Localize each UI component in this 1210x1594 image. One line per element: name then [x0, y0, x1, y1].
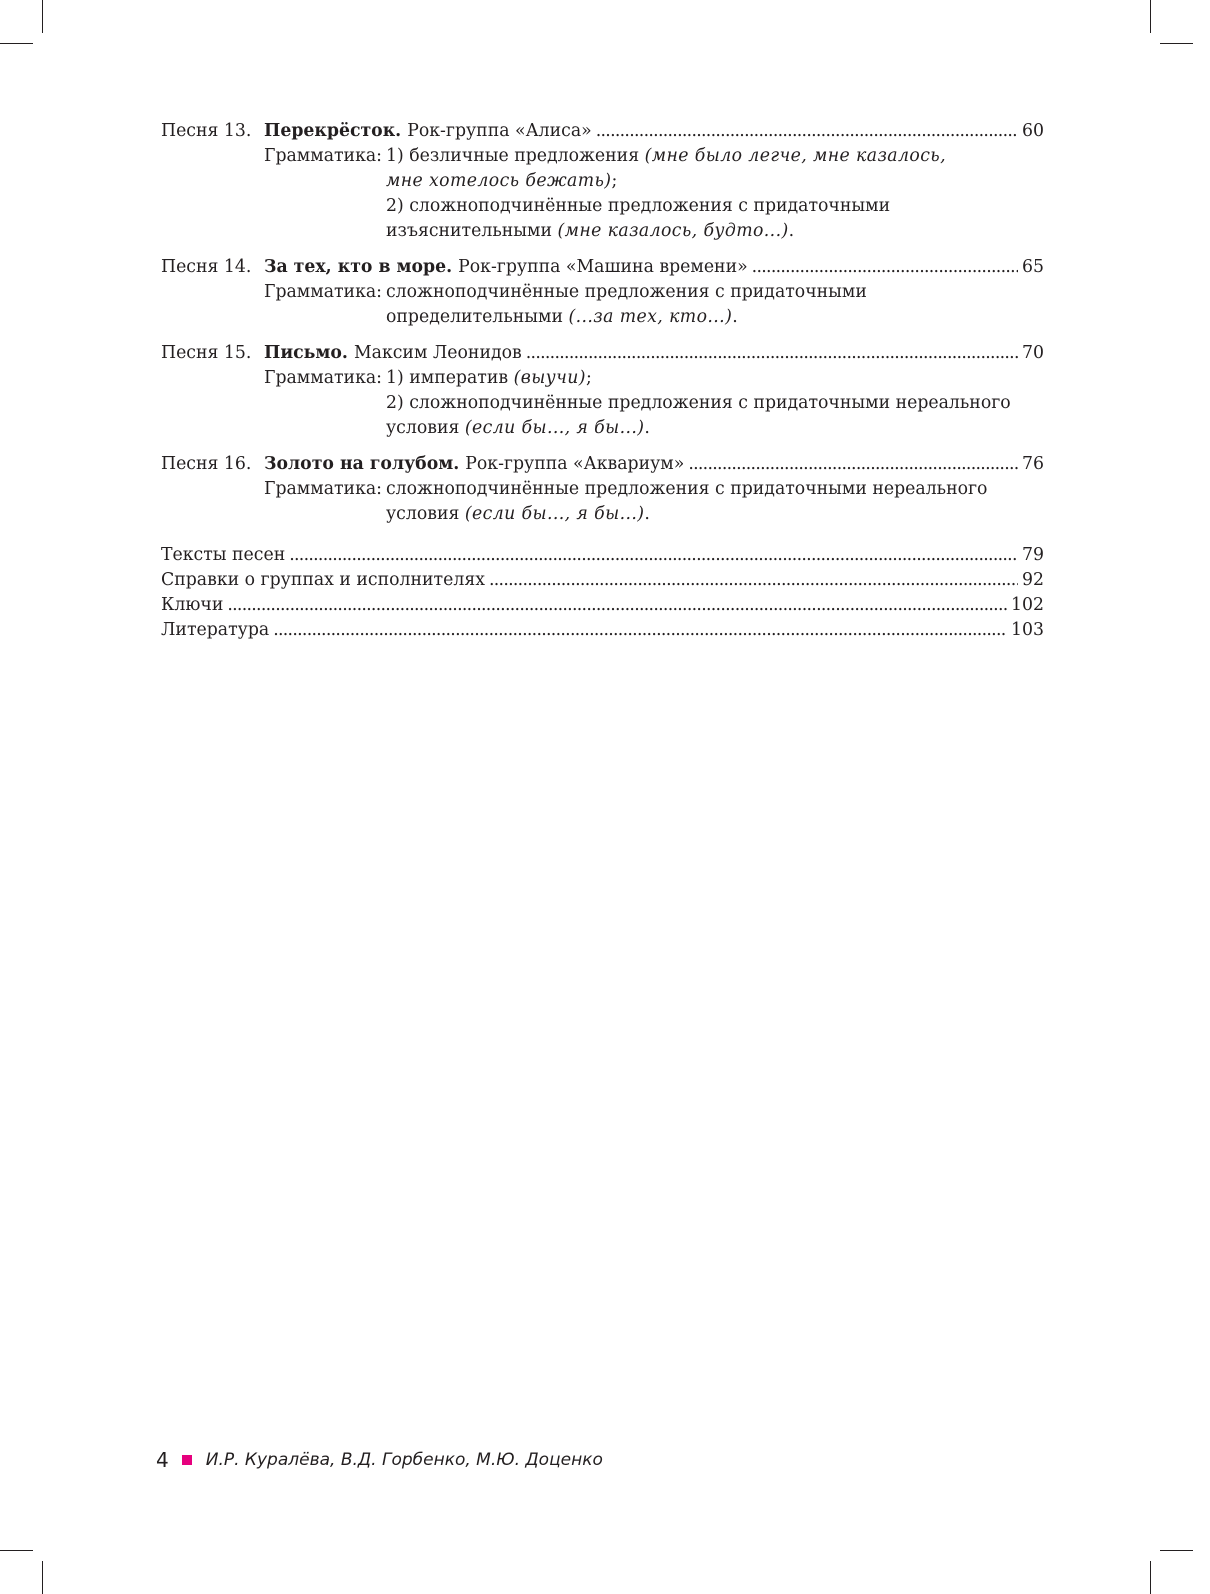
grammar-label: Грамматика: [264, 368, 382, 388]
grammar-punct: . [732, 307, 738, 327]
crop-mark [1150, 0, 1151, 33]
grammar-punct: . [644, 418, 650, 438]
toc-song-lead [161, 255, 748, 280]
footer-authors: И.Р. Куралёва, В.Д. Горбенко, М.Ю. Доценко [205, 1450, 603, 1470]
toc-section-entry [161, 593, 1044, 618]
toc-song-heading [161, 119, 1044, 144]
song-number: Песня 14. [161, 257, 252, 277]
grammar-text: 2) сложноподчинённые предложения с придаточными [386, 196, 891, 216]
grammar-line [386, 169, 1044, 194]
grammar-text: сложноподчинённые предложения с придаточными нереального [386, 479, 988, 499]
grammar-text: сложноподчинённые предложения с придаточными [386, 282, 867, 302]
dot-leader [596, 119, 1018, 144]
dot-leader [688, 452, 1018, 477]
grammar-line [386, 391, 1044, 416]
accent-square-icon [182, 1455, 192, 1465]
toc-song-heading [161, 341, 1044, 366]
song-title: Перекрёсток. [264, 121, 402, 141]
page-ref: 65 [1022, 257, 1044, 277]
page-footer [156, 1448, 603, 1472]
crop-mark [1150, 1561, 1151, 1594]
section-title: Справки о группах и исполнителях [161, 570, 485, 590]
grammar-text: 1) безличные предложения [386, 146, 645, 166]
song-list [161, 119, 1044, 527]
grammar-lines [386, 477, 1044, 527]
song-author: Рок-группа «Аквариум» [465, 454, 685, 474]
page-ref: 103 [1011, 620, 1044, 640]
page-ref: 76 [1022, 454, 1044, 474]
toc-song-heading [161, 255, 1044, 280]
crop-mark [0, 43, 33, 44]
grammar-text: 2) сложноподчинённые предложения с придаточными нереального [386, 393, 1011, 413]
toc-song-entry [161, 119, 1044, 244]
grammar-text: изъяснительными [386, 221, 558, 241]
dot-leader [227, 593, 1007, 618]
page-ref: 70 [1022, 343, 1044, 363]
crop-mark [42, 0, 43, 33]
page-ref: 92 [1022, 570, 1044, 590]
grammar-line [386, 219, 1044, 244]
toc-song-lead [161, 341, 522, 366]
grammar-punct: . [644, 504, 650, 524]
dot-leader [489, 568, 1018, 593]
song-author: Максим Леонидов [353, 343, 522, 363]
song-author: Рок-группа «Алиса» [407, 121, 592, 141]
grammar-line [386, 194, 1044, 219]
toc-section-entry [161, 568, 1044, 593]
page-number: 4 [156, 1448, 169, 1472]
grammar-example: (мне казалось, будто...) [557, 221, 789, 241]
section-list [161, 543, 1044, 643]
toc-song-lead [161, 452, 684, 477]
grammar-line [386, 305, 1044, 330]
grammar-line [386, 416, 1044, 441]
grammar-block [264, 366, 1044, 441]
grammar-line [386, 280, 1044, 305]
toc-section-entry [161, 618, 1044, 643]
song-number: Песня 15. [161, 343, 252, 363]
section-title: Ключи [161, 595, 224, 615]
grammar-example: (...за тех, кто...) [568, 307, 733, 327]
grammar-text: условия [386, 504, 465, 524]
grammar-lines [386, 366, 1044, 441]
section-title: Тексты песен [161, 545, 286, 565]
grammar-block [264, 144, 1044, 244]
grammar-example: (если бы..., я бы...) [464, 504, 645, 524]
song-author: Рок-группа «Машина времени» [458, 257, 748, 277]
grammar-example: (мне было легче, мне казалось, [644, 146, 946, 166]
page-ref: 102 [1011, 595, 1044, 615]
toc-song-lead [161, 119, 592, 144]
toc-song-entry [161, 255, 1044, 330]
grammar-line [386, 366, 1044, 391]
grammar-example: мне хотелось бежать) [386, 171, 612, 191]
grammar-punct: ; [585, 368, 592, 388]
grammar-example: (если бы..., я бы...) [464, 418, 645, 438]
crop-mark [1160, 1550, 1193, 1551]
grammar-punct: . [788, 221, 795, 241]
crop-mark [0, 1550, 33, 1551]
table-of-contents [161, 119, 1044, 643]
grammar-text: 1) императив [386, 368, 514, 388]
song-title: Золото на голубом. [264, 454, 460, 474]
toc-song-entry [161, 341, 1044, 441]
crop-mark [1160, 43, 1193, 44]
toc-song-heading [161, 452, 1044, 477]
toc-section-entry [161, 543, 1044, 568]
grammar-label: Грамматика: [264, 479, 382, 499]
song-number: Песня 16. [161, 454, 252, 474]
dot-leader [526, 341, 1018, 366]
dot-leader [289, 543, 1018, 568]
grammar-label: Грамматика: [264, 146, 382, 166]
grammar-punct: ; [611, 171, 618, 191]
section-title: Литература [161, 620, 270, 640]
grammar-block [264, 280, 1044, 330]
grammar-line [386, 477, 1044, 502]
song-number: Песня 13. [161, 121, 252, 141]
song-title: Письмо. [264, 343, 348, 363]
page-ref: 79 [1022, 545, 1044, 565]
grammar-line [386, 144, 1044, 169]
grammar-block [264, 477, 1044, 527]
grammar-line [386, 502, 1044, 527]
grammar-label: Грамматика: [264, 282, 382, 302]
grammar-text: определительными [386, 307, 569, 327]
grammar-example: (выучи) [513, 368, 586, 388]
dot-leader [273, 618, 1007, 643]
grammar-lines [386, 144, 1044, 244]
grammar-text: условия [386, 418, 465, 438]
grammar-lines [386, 280, 1044, 330]
toc-song-entry [161, 452, 1044, 527]
page-ref: 60 [1022, 121, 1044, 141]
song-title: За тех, кто в море. [264, 257, 453, 277]
dot-leader [752, 255, 1018, 280]
crop-mark [42, 1561, 43, 1594]
